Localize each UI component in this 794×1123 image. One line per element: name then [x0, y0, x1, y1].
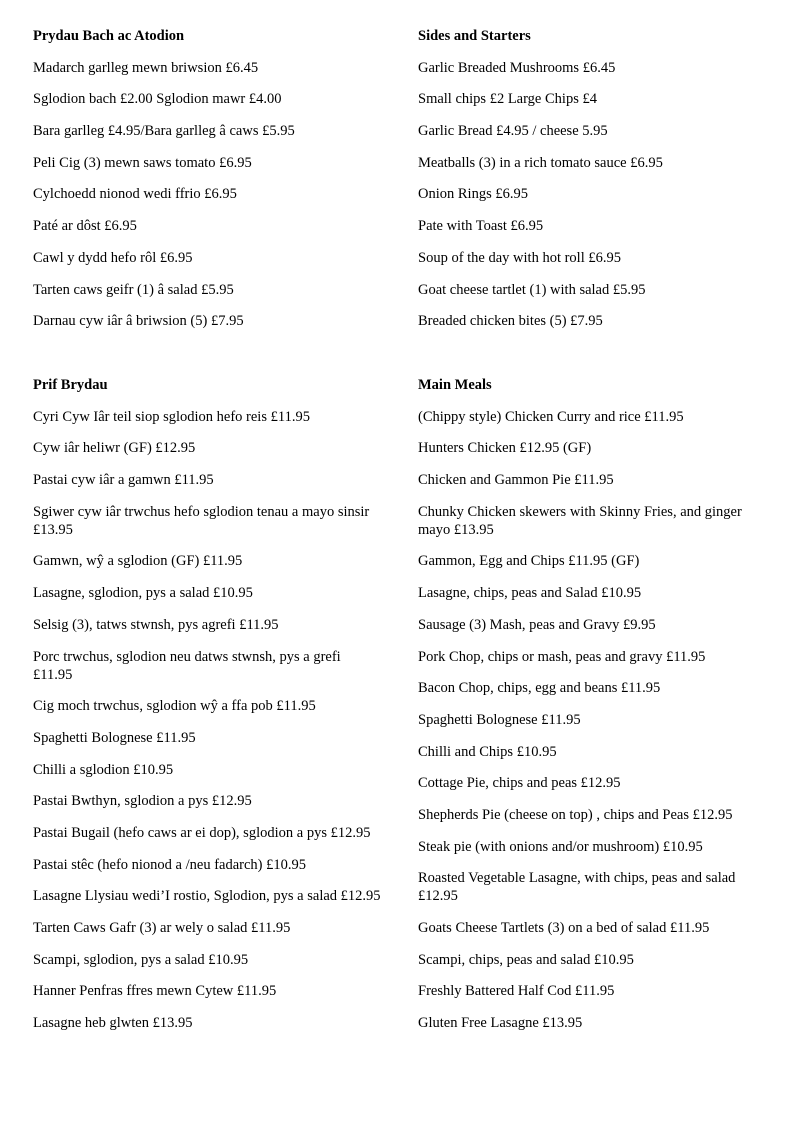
menu-item: Cottage Pie, chips and peas £12.95: [418, 775, 621, 792]
menu-item: Gammon, Egg and Chips £11.95 (GF): [418, 553, 640, 570]
menu-item: Soup of the day with hot roll £6.95: [418, 249, 621, 266]
section-heading: Sides and Starters: [418, 28, 531, 44]
menu-item: Madarch garlleg mewn briwsion £6.45: [33, 59, 259, 76]
menu-item: Hunters Chicken £12.95 (GF): [418, 440, 592, 457]
menu-item: Small chips £2 Large Chips £4: [418, 91, 597, 108]
menu-item: Chilli a sglodion £10.95: [33, 761, 174, 778]
menu-item: Pastai Bugail (hefo caws ar ei dop), sglodion a pys £12.95: [33, 824, 371, 841]
menu-item: Lasagne, chips, peas and Salad £10.95: [418, 585, 642, 602]
menu-item: Steak pie (with onions and/or mushroom) £10.95: [418, 838, 703, 855]
menu-item: Chicken and Gammon Pie £11.95: [418, 472, 614, 489]
menu-item: Cylchoedd nionod wedi ffrio £6.95: [33, 186, 237, 203]
menu-item: Porc trwchus, sglodion neu datws stwnsh, pys a grefi £11.95: [33, 648, 341, 683]
menu-item: Scampi, chips, peas and salad £10.95: [418, 951, 634, 968]
menu-item: Lasagne heb glwten £13.95: [33, 1015, 193, 1032]
menu-item: Selsig (3), tatws stwnsh, pys agrefi £11.95: [33, 616, 279, 633]
menu-item: Onion Rings £6.95: [418, 186, 528, 203]
section-heading: Prif Brydau: [33, 377, 108, 393]
menu-item: Pate with Toast £6.95: [418, 218, 544, 235]
menu-item: Tarten caws geifr (1) â salad £5.95: [33, 281, 234, 298]
menu-item: Spaghetti Bolognese £11.95: [418, 711, 581, 728]
section-heading: Main Meals: [418, 377, 492, 393]
menu-item: Freshly Battered Half Cod £11.95: [418, 983, 615, 1000]
menu-item: Hanner Penfras ffres mewn Cytew £11.95: [33, 983, 277, 1000]
menu-item: Tarten Caws Gafr (3) ar wely o salad £11.95: [33, 920, 291, 936]
menu-item: Lasagne Llysiau wedi’I rostio, Sglodion, pys a salad £12.95: [33, 888, 381, 905]
menu-item: Sglodion bach £2.00 Sglodion mawr £4.00: [33, 91, 282, 108]
menu-item: Peli Cig (3) mewn saws tomato £6.95: [33, 154, 252, 171]
menu-item: Cawl y dydd hefo rôl £6.95: [33, 249, 193, 266]
menu-item: Gamwn, wŷ a sglodion (GF) £11.95: [33, 553, 243, 570]
menu-item: Goats Cheese Tartlets (3) on a bed of salad £11.95: [418, 920, 710, 936]
menu-item: Lasagne, sglodion, pys a salad £10.95: [33, 585, 253, 602]
menu-item: Pastai stêc (hefo nionod a /neu fadarch) £10.95: [33, 856, 306, 873]
english-starters-section: [418, 27, 768, 344]
menu-item: Pastai cyw iâr a gamwn £11.95: [33, 472, 214, 489]
menu-item: Garlic Bread £4.95 / cheese 5.95: [418, 123, 608, 140]
english-mains-section: [418, 376, 768, 1046]
menu-item: Chunky Chicken skewers with Skinny Fries, and ginger mayo £13.95: [418, 503, 742, 538]
menu-item: Breaded chicken bites (5) £7.95: [418, 313, 603, 330]
welsh-starters-section: [33, 27, 383, 344]
menu-item: Shepherds Pie (cheese on top) , chips and Peas £12.95: [418, 806, 733, 823]
menu-item: Goat cheese tartlet (1) with salad £5.95: [418, 281, 646, 298]
menu-item: Darnau cyw iâr â briwsion (5) £7.95: [33, 313, 244, 330]
welsh-mains-section: [33, 376, 383, 1046]
menu-item: Bara garlleg £4.95/Bara garlleg â caws £5.95: [33, 123, 295, 140]
section-heading: Prydau Bach ac Atodion: [33, 28, 185, 44]
menu-item: Gluten Free Lasagne £13.95: [418, 1015, 583, 1032]
menu-item: Chilli and Chips £10.95: [418, 743, 557, 760]
menu-item: Spaghetti Bolognese £11.95: [33, 729, 196, 746]
menu-item: Sausage (3) Mash, peas and Gravy £9.95: [418, 616, 656, 633]
menu-item: Paté ar dôst £6.95: [33, 218, 137, 235]
menu-item: Pork Chop, chips or mash, peas and gravy £11.95: [418, 648, 706, 665]
menu-item: Garlic Breaded Mushrooms £6.45: [418, 59, 616, 76]
menu-item: Cyw iâr heliwr (GF) £12.95: [33, 440, 196, 457]
menu-item: Meatballs (3) in a rich tomato sauce £6.95: [418, 154, 663, 171]
menu-item: Roasted Vegetable Lasagne, with chips, peas and salad £12.95: [418, 870, 736, 905]
menu-item: Bacon Chop, chips, egg and beans £11.95: [418, 680, 661, 697]
menu-item: (Chippy style) Chicken Curry and rice £11.95: [418, 408, 684, 425]
menu-item: Scampi, sglodion, pys a salad £10.95: [33, 951, 249, 968]
menu-item: Sgiwer cyw iâr trwchus hefo sglodion tenau a mayo sinsir £13.95: [33, 503, 370, 538]
menu-item: Cyri Cyw Iâr teil siop sglodion hefo reis £11.95: [33, 408, 310, 425]
menu-item: Pastai Bwthyn, sglodion a pys £12.95: [33, 793, 252, 810]
menu-item: Cig moch trwchus, sglodion wŷ a ffa pob £11.95: [33, 698, 316, 715]
